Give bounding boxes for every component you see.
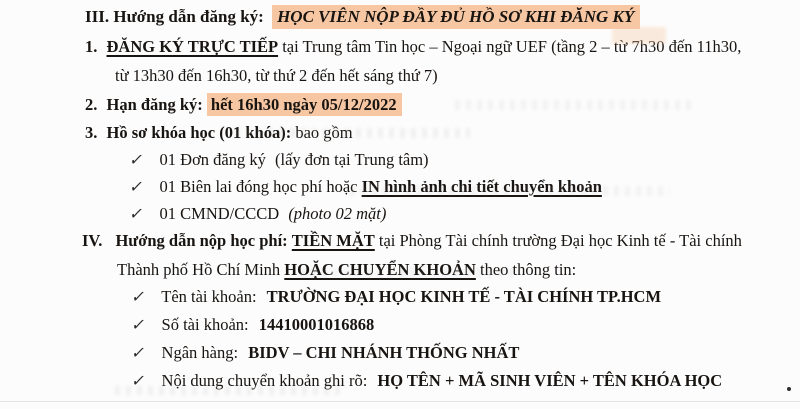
transfer-note-label: Nội dung chuyển khoản ghi rõ: (161, 371, 368, 390)
account-number-label: Số tài khoản: (161, 315, 249, 334)
bank-value: BIDV – CHI NHÁNH THỐNG NHẤT (248, 343, 520, 362)
checklist-item-id-card (130, 203, 386, 225)
account-name-label: Tên tài khoản: (161, 287, 257, 306)
item-2-number: 2. (85, 95, 98, 114)
section-iv-label: Hướng dẫn nộp học phí: (115, 231, 288, 250)
item-1-continuation (115, 65, 438, 87)
registration-requirement-highlight: HỌC VIÊN NỘP ĐẦY ĐỦ HỒ SƠ KHI ĐĂNG KÝ (272, 5, 640, 29)
fee-receipt-underline: IN hình ảnh chi tiết chuyển khoản (361, 177, 602, 196)
bank-row (132, 342, 519, 364)
checkmark-icon: ✓ (130, 315, 148, 334)
checklist-item-application-form (130, 149, 429, 171)
section-iv-text-b: Thành phố Hồ Chí Minh (117, 260, 281, 279)
application-form-note: (lấy đơn tại Trung tâm) (275, 150, 429, 169)
id-card-text: 01 CMND/CCCD (159, 204, 280, 223)
checkmark-icon: ✓ (130, 343, 148, 362)
checkmark-icon: ✓ (128, 177, 146, 196)
transfer-underline: HOẶC CHUYỂN KHOẢN (284, 260, 476, 279)
checkmark-icon: ✓ (130, 371, 148, 390)
item-2-label: Hạn đăng ký: (106, 95, 203, 114)
bank-label: Ngân hàng: (161, 343, 239, 362)
account-number-row (132, 314, 374, 336)
ink-speck-artifact (787, 387, 791, 391)
item-3-dossier (85, 122, 353, 144)
id-card-note: (photo 02 mặt) (288, 204, 387, 223)
section-iii-label: III. Hướng dẫn đăng ký: (85, 7, 264, 26)
application-form-text: 01 Đơn đăng ký (159, 150, 266, 169)
transfer-note-value: HỌ TÊN + MÃ SINH VIÊN + TÊN KHÓA HỌC (377, 371, 723, 390)
checklist-item-fee-receipt (130, 176, 602, 198)
account-name-row (132, 286, 661, 308)
item-1-number: 1. (85, 37, 98, 56)
item-2-deadline (85, 94, 402, 116)
section-iv-numeral: IV. (82, 231, 103, 250)
item-1-text: tại Trung tâm Tin học – Ngoại ngữ UEF (tầng 2 – từ 7h30 đến 11h30, (282, 37, 742, 56)
account-number-value: 14410001016868 (258, 315, 375, 334)
item-3-suffix: bao gồm (295, 123, 353, 142)
checkmark-icon: ✓ (128, 150, 146, 169)
register-direct-underline: ĐĂNG KÝ TRỰC TIẾP (106, 37, 279, 56)
deadline-highlight: hết 16h30 ngày 05/12/2022 (207, 93, 402, 116)
transfer-note-row (132, 370, 722, 392)
item-1-register-direct (85, 36, 741, 58)
section-iv-text-a: tại Phòng Tài chính trường Đại học Kinh tế - Tài chính (378, 231, 742, 250)
section-iv-heading (82, 230, 742, 252)
checkmark-icon: ✓ (128, 204, 146, 223)
scan-edge-line (0, 401, 800, 402)
section-iv-text-c: theo thông tin: (480, 260, 577, 279)
cash-underline: TIỀN MẶT (291, 231, 375, 250)
fee-receipt-text: 01 Biên lai đóng học phí hoặc (159, 177, 358, 196)
section-iv-continuation (117, 259, 576, 281)
ink-bleed-artifact (455, 100, 695, 110)
item-3-label: Hồ sơ khóa học (01 khóa): (106, 123, 292, 142)
account-name-value: TRƯỜNG ĐẠI HỌC KINH TẾ - TÀI CHÍNH TP.HCM (266, 287, 662, 306)
item-1-continuation-text: từ 13h30 đến 16h30, từ thứ 2 đến hết sáng thứ 7) (115, 66, 438, 85)
item-3-number: 3. (85, 123, 98, 142)
section-iii-heading (85, 6, 640, 28)
checkmark-icon: ✓ (130, 287, 148, 306)
